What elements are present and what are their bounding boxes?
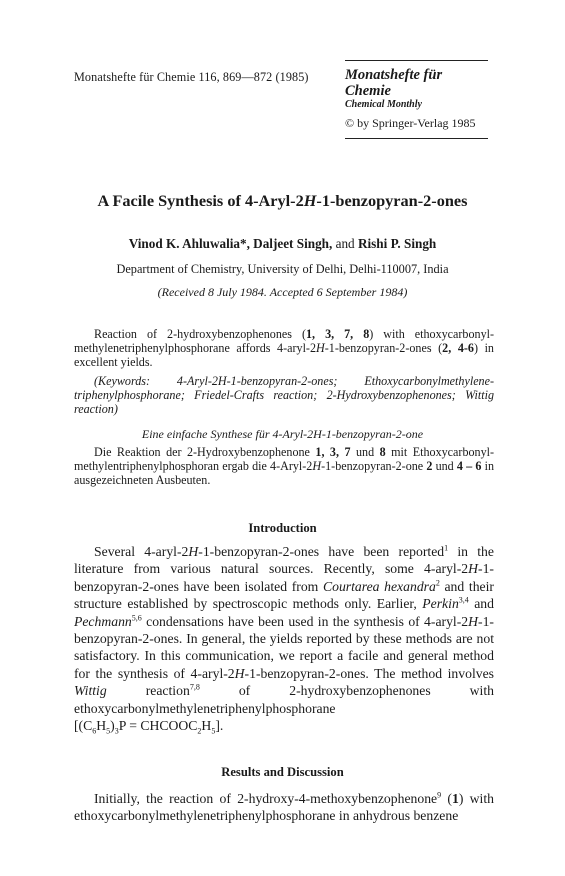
results-heading: Results and Discussion	[221, 765, 344, 779]
journal-subtitle: Chemical Monthly	[345, 99, 422, 110]
german-title: Eine einfache Synthese für 4-Aryl-2H-1-benzopyran-2-one	[141, 427, 424, 441]
authors: Vinod K. Ahluwalia*, Daljeet Singh, and Rishi P. Singh	[128, 236, 437, 251]
journal-name: Monatshefte für Chemie	[345, 67, 443, 99]
abstract-german: Die Reaktion der 2-Hydroxybenzophenone 1, 3, 7 und 8 mit Ethoxycarbonyl-methylentriphenylphosphoran ergab die 4-Aryl-2H-1-benzopyran-2-one 2 und 4 – 6 in ausgezeichneten Ausbeuten.	[74, 445, 495, 488]
journal-box	[345, 60, 490, 139]
received-dates: (Received 8 July 1984. Accepted 6 September 1984)	[157, 285, 408, 299]
article-title: A Facile Synthesis of 4-Aryl-2H-1-benzopyran-2-ones	[97, 191, 468, 210]
affiliation: Department of Chemistry, University of Delhi, Delhi-110007, India	[116, 262, 449, 276]
abstract-english: Reaction of 2-hydroxybenzophenones (1, 3, 7, 8) with ethoxycarbonyl-methylenetriphenylphosphorane affords 4-aryl-2H-1-benzopyran-2-ones (2, 4-6) in excellent yields.	[74, 327, 494, 370]
keywords: (Keywords: 4-Aryl-2H-1-benzopyran-2-ones; Ethoxycarbonylmethylene-triphenylphosphorane; Friedel-Crafts reaction; 2-Hydroxybenzophenones; Wittig reaction)	[74, 374, 494, 417]
bottom-rule	[345, 138, 488, 139]
introduction-paragraph: Several 4-aryl-2H-1-benzopyran-2-ones have been reported$^1$ in the literature from various natural sources. Recently, some 4-aryl-2H-1-benzopyran-2-ones have been isolated from Courtarea hexandra$^2$ and their structure established by spectroscopic methods only. Earlier, Perkin$^{3,4}$ and Pechmann$^{5,6}$ condensations have been used in the synthesis of 4-aryl-2H-1-benzopyran-2-ones. In general, the yields reported by these methods are not satisfactory. In this communication, we report a facile and general method for the synthesis of 4-aryl-2H-1-benzopyran-2-ones. The method involves Wittig reaction$^{7,8}$ of 2-hydroxybenzophenones with ethoxycarbonylmethylenetriphenylphosphorane [$(C_6H_5)_3P$ = $CHCOOC_2H_5$].	[74, 543, 495, 736]
introduction-heading: Introduction	[248, 521, 317, 535]
results-paragraph: Initially, the reaction of 2-hydroxy-4-methoxybenzophenone$^9$ (1) with ethoxycarbonylmethylenetriphenylphosphorane in anhydrous benzene	[74, 790, 494, 824]
citation: Monatshefte für Chemie 116, 869—872 (1985)	[74, 70, 309, 84]
ylide-formula: [$(C_6H_5)_3P$ = $CHCOOC_2H_5$].	[74, 718, 224, 736]
top-rule	[345, 60, 488, 61]
copyright: © by Springer-Verlag 1985	[345, 116, 476, 130]
